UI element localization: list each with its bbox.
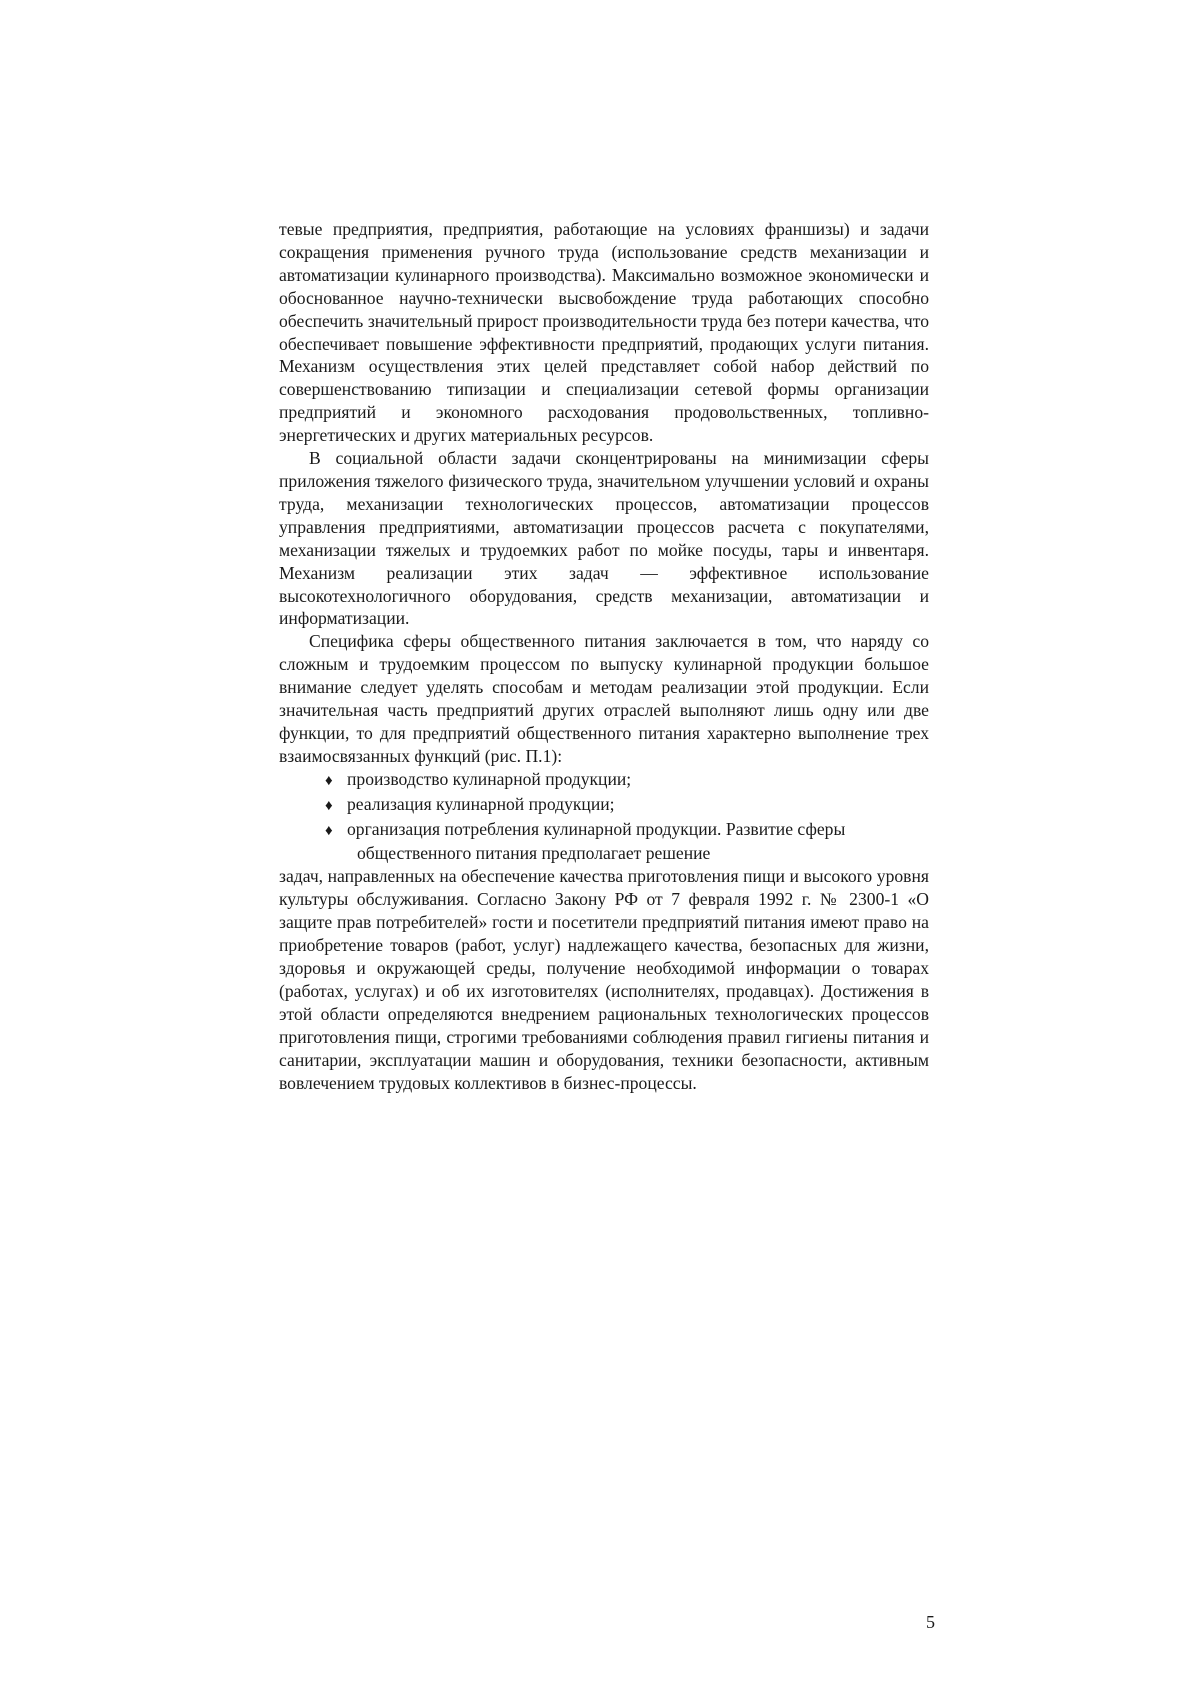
diamond-bullet-icon: ♦ xyxy=(325,820,347,843)
functions-list xyxy=(279,768,929,866)
list-item-text: производство кулинарной продукции; xyxy=(347,769,631,789)
paragraph-social-area: В социальной области задачи сконцентрированы на минимизации сферы приложения тяжелого физического труда, значительном улучшении условий и охраны труда, механизации технологических процессов, автоматизации процессов управления предприятиями, автоматизации процессов расчета с покупателями, механизации тяжелых и трудоемких работ по мойке посуды, тары и инвентаря. Механизм реализации этих задач — эффективное использование высокотехнологичного оборудования, средств механизации, автоматизации и информатизации. xyxy=(279,447,929,630)
paragraph-final: задач, направленных на обеспечение качества приготовления пищи и высокого уровня культуры обслуживания. Согласно Закону РФ от 7 февраля 1992 г. № 2300-1 «О защите прав потребителей» гости и посетители предприятий питания имеют право на приобретение товаров (работ, услуг) надлежащего качества, безопасных для жизни, здоровья и окружающей среды, получение необходимой информации о товарах (работах, услугах) и об их изготовителях (исполнителях, продавцах). Достижения в этой области определяются внедрением рациональных технологических процессов приготовления пищи, строгими требованиями соблюдения правил гигиены питания и санитарии, эксплуатации машин и оборудования, техники безопасности, активным вовлечением трудовых коллективов в бизнес-процессы. xyxy=(279,865,929,1094)
list-item xyxy=(325,768,929,793)
list-item-text: реализация кулинарной продукции; xyxy=(347,794,615,814)
diamond-bullet-icon: ♦ xyxy=(325,770,347,793)
paragraph-continuation: тевые предприятия, предприятия, работающие на условиях франшизы) и задачи сокращения применения ручного труда (использование средств механизации и автоматизации кулинарного производства). Максимально возможное экономически и обоснованное научно-технически высвобождение труда работающих способно обеспечить значительный прирост производительности труда без потери качества, что обеспечивает повышение эффективности предприятий, продающих услуги питания. Механизм осуществления этих целей представляет собой набор действий по совершенствованию типизации и специализации сетевой формы организации предприятий и экономного расходования продовольственных, топливно-энергетических и других материальных ресурсов. xyxy=(279,218,929,447)
diamond-bullet-icon: ♦ xyxy=(325,795,347,818)
body-text xyxy=(279,218,929,1094)
list-item-continuation: общественного питания предполагает решение xyxy=(357,842,929,865)
list-item-text: организация потребления кулинарной продукции. Развитие сферы xyxy=(347,819,845,839)
paragraph-specifics: Специфика сферы общественного питания заключается в том, что наряду со сложным и трудоемким процессом по выпуску кулинарной продукции большое внимание следует уделять способам и методам реализации этой продукции. Если значительная часть предприятий других отраслей выполняют лишь одну или две функции, то для предприятий общественного питания характерно выполнение трех взаимосвязанных функций (рис. П.1): xyxy=(279,630,929,767)
list-item xyxy=(325,793,929,818)
document-page xyxy=(0,0,1200,1698)
list-item xyxy=(325,818,929,866)
page-number: 5 xyxy=(905,1612,935,1633)
